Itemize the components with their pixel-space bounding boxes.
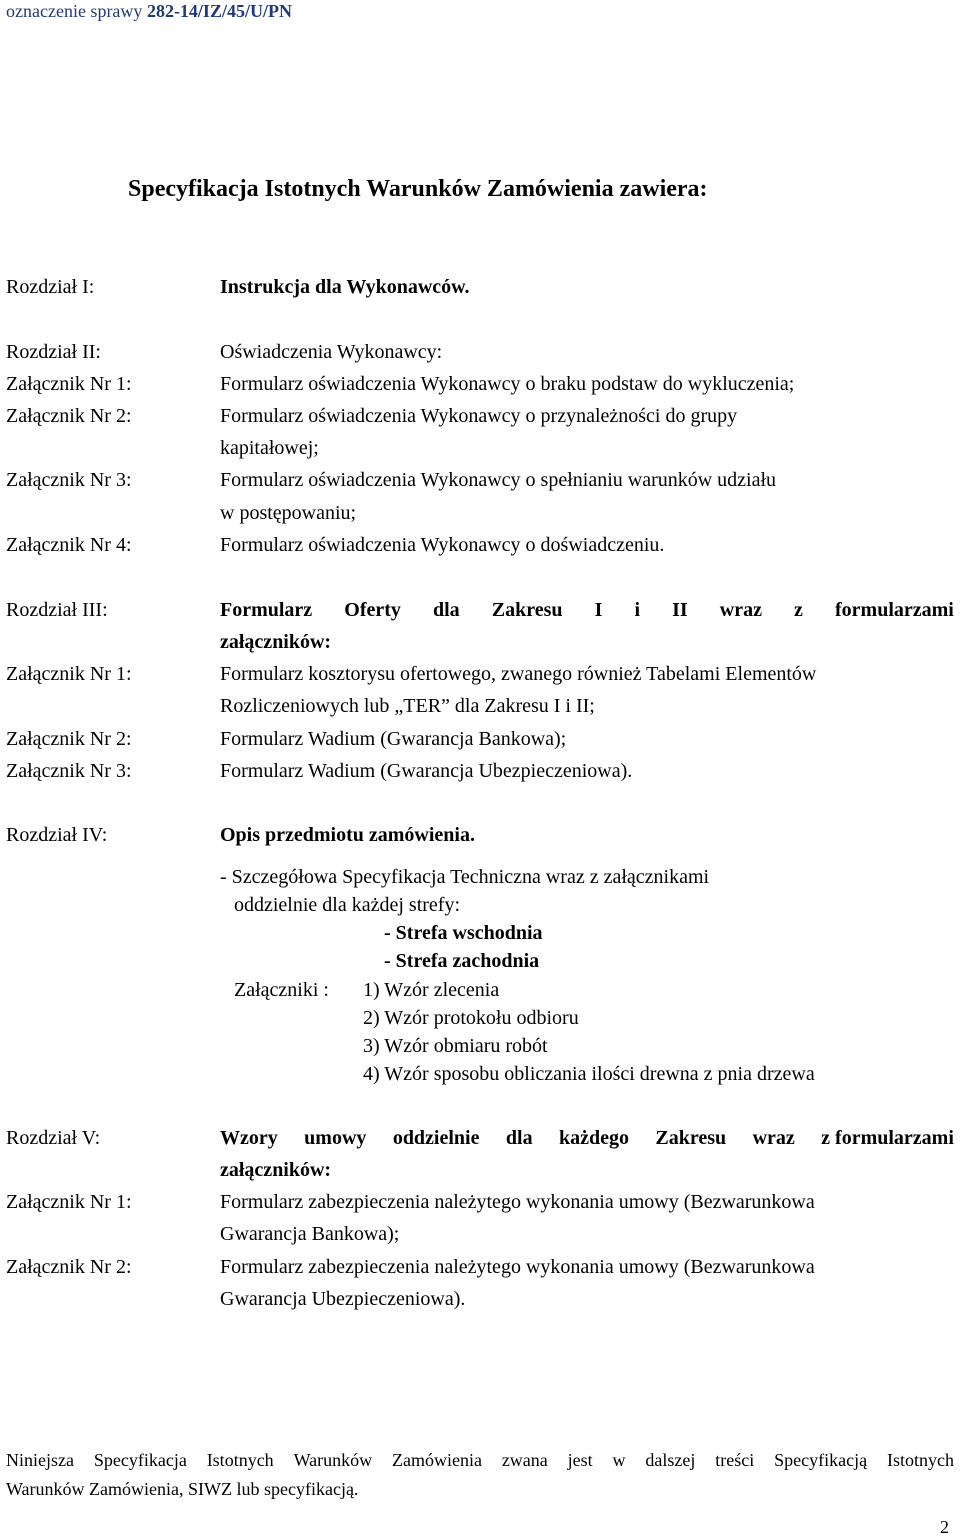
- footer-note-word: Istotnych: [206, 1450, 274, 1470]
- technical-spec-line-1: - Szczegółowa Specyfikacja Techniczna wraz z załącznikami: [220, 866, 710, 888]
- footer-note-word: w: [612, 1450, 626, 1470]
- chapter-2-attachment-4-text: Formularz oświadczenia Wykonawcy o doświadczeniu.: [220, 534, 665, 556]
- chapter-5-title-word: oddzielnie: [392, 1127, 480, 1149]
- chapter-1-title: Instrukcja dla Wykonawców.: [220, 276, 470, 298]
- chapter-5-attachment-2-text-line-2: Gwarancja Ubezpieczeniowa).: [220, 1288, 466, 1310]
- chapter-3-title-word: i: [634, 599, 641, 621]
- chapter-5-title-word: umowy: [304, 1127, 367, 1149]
- chapter-5-title-line-1: [220, 1127, 954, 1149]
- footer-note-word: Niniejsza: [6, 1450, 74, 1470]
- chapter-5-label: Rozdział V:: [6, 1127, 101, 1149]
- chapter-3-title-word: Oferty: [344, 599, 401, 621]
- page-number: 2: [940, 1517, 949, 1537]
- footer-note-word: Specyfikacja: [93, 1450, 187, 1470]
- chapter-2-attachment-3-text-line-2: w postępowaniu;: [220, 502, 357, 524]
- chapter-3-title-word: Formularz: [220, 599, 313, 621]
- chapter-5-attachment-2-text-line-1: Formularz zabezpieczenia należytego wykonania umowy (Bezwarunkowa: [220, 1256, 815, 1278]
- chapter-5-attachment-2-label: Załącznik Nr 2:: [6, 1256, 132, 1278]
- chapter-2-attachment-1-label: Załącznik Nr 1:: [6, 373, 132, 395]
- footer-note-line-1: [6, 1449, 954, 1471]
- chapter-3-label: Rozdział III:: [6, 599, 108, 621]
- chapter-2-attachment-4-label: Załącznik Nr 4:: [6, 534, 132, 556]
- chapter-3-title-line-2: załączników:: [220, 631, 332, 653]
- chapter-3-title-line-1: [220, 599, 954, 621]
- chapter-2-title: Oświadczenia Wykonawcy:: [220, 341, 443, 363]
- chapter-4-label: Rozdział IV:: [6, 824, 108, 846]
- chapter-3-attachment-3-text: Formularz Wadium (Gwarancja Ubezpieczeniowa).: [220, 760, 633, 782]
- chapter-2-label: Rozdział II:: [6, 341, 101, 363]
- footer-note-word: dalszej: [645, 1450, 696, 1470]
- chapter-2-attachment-2-text-line-1: Formularz oświadczenia Wykonawcy o przynależności do grupy: [220, 405, 738, 427]
- chapter-4-title: Opis przedmiotu zamówienia.: [220, 824, 475, 846]
- case-reference-label: oznaczenie sprawy: [6, 1, 143, 21]
- chapter-3-attachment-2-text: Formularz Wadium (Gwarancja Bankowa);: [220, 728, 567, 750]
- chapter-3-title-word: Zakresu: [491, 599, 563, 621]
- chapter-2-attachment-3-label: Załącznik Nr 3:: [6, 469, 132, 491]
- chapter-3-attachment-1-text-line-1: Formularz kosztorysu ofertowego, zwanego również Tabelami Elementów: [220, 663, 817, 685]
- chapter-5-attachment-1-text-line-1: Formularz zabezpieczenia należytego wykonania umowy (Bezwarunkowa: [220, 1191, 815, 1213]
- chapter-3-title-word: z: [794, 599, 803, 621]
- chapter-2-attachment-2-text-line-2: kapitałowej;: [220, 437, 319, 459]
- chapter-3-title-word: I: [594, 599, 603, 621]
- annex-item: 4) Wzór sposobu obliczania ilości drewna z pnia drzewa: [363, 1063, 815, 1085]
- chapter-3-title-word: wraz: [719, 599, 762, 621]
- footer-note-word: Warunków: [293, 1450, 373, 1470]
- chapter-3-attachment-1-label: Załącznik Nr 1:: [6, 663, 132, 685]
- chapter-5-title-word: dla: [505, 1127, 533, 1149]
- chapter-3-attachment-3-label: Załącznik Nr 3:: [6, 760, 132, 782]
- document-title: Specyfikacja Istotnych Warunków Zamówienia zawiera:: [128, 176, 708, 202]
- footer-note-line-2: Warunków Zamówienia, SIWZ lub specyfikacją.: [6, 1479, 359, 1499]
- zone-west: - Strefa zachodnia: [384, 950, 540, 972]
- footer-note-word: treści: [715, 1450, 755, 1470]
- chapter-5-title-word: wraz: [752, 1127, 795, 1149]
- chapter-5-title-line-2: załączników:: [220, 1159, 332, 1181]
- chapter-1-label: Rozdział I:: [6, 276, 95, 298]
- chapter-5-attachment-1-text-line-2: Gwarancja Bankowa);: [220, 1223, 400, 1245]
- footer-note-word: Istotnych: [886, 1450, 954, 1470]
- chapter-5-title-word: z formularzami: [821, 1127, 954, 1149]
- chapter-5-title-word: każdego: [558, 1127, 629, 1149]
- chapter-5-title-word: Zakresu: [655, 1127, 727, 1149]
- chapter-5-attachment-1-label: Załącznik Nr 1:: [6, 1191, 132, 1213]
- footer-note-word: zwana: [501, 1450, 548, 1470]
- technical-spec-line-2: oddzielnie dla każdej strefy:: [234, 894, 461, 916]
- chapter-2-attachment-2-label: Załącznik Nr 2:: [6, 405, 132, 427]
- annex-item: 2) Wzór protokołu odbioru: [363, 1007, 579, 1029]
- annexes-label: Załączniki :: [234, 979, 329, 1001]
- chapter-3-title-word: II: [672, 599, 688, 621]
- chapter-2-attachment-3-text-line-1: Formularz oświadczenia Wykonawcy o spełnianiu warunków udziału: [220, 469, 777, 491]
- chapter-3-title-word: dla: [432, 599, 460, 621]
- annex-item: 3) Wzór obmiaru robót: [363, 1035, 548, 1057]
- footer-note-word: jest: [567, 1450, 593, 1470]
- chapter-2-attachment-1-text: Formularz oświadczenia Wykonawcy o braku podstaw do wykluczenia;: [220, 373, 795, 395]
- footer-note-word: Zamówienia: [391, 1450, 482, 1470]
- annex-item: 1) Wzór zlecenia: [363, 979, 500, 1001]
- chapter-5-title-word: Wzory: [220, 1127, 278, 1149]
- footer-note-word: Specyfikacją: [774, 1450, 868, 1470]
- chapter-3-attachment-1-text-line-2: Rozliczeniowych lub „TER” dla Zakresu I i II;: [220, 695, 595, 717]
- chapter-3-attachment-2-label: Załącznik Nr 2:: [6, 728, 132, 750]
- zone-east: - Strefa wschodnia: [384, 922, 543, 944]
- chapter-3-title-word: formularzami: [835, 599, 954, 621]
- case-reference: [6, 0, 292, 22]
- case-reference-number: 282-14/IZ/45/U/PN: [146, 1, 292, 21]
